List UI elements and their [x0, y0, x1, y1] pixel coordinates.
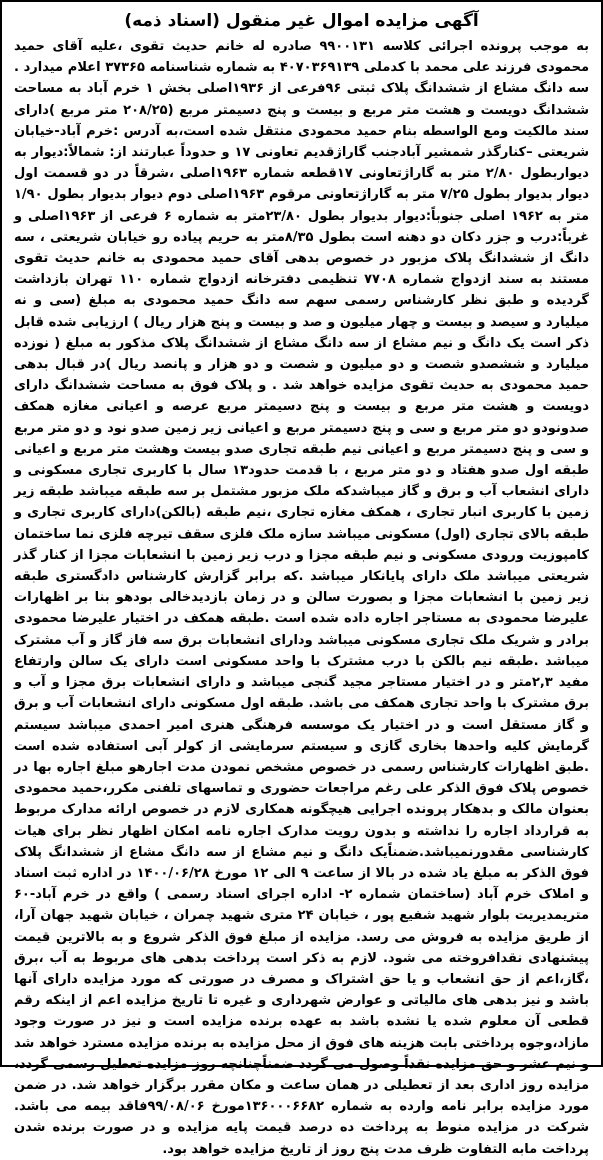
- notice-body: به موجب پرونده اجرائی کلاسه ۹۹۰۰۱۳۱ صادره له خانم حدیث تقوی ،علیه آقای حمید محمودی فرزند علی محمد با کدملی ۴۰۷۰۳۶۹۱۳۹ به شماره شناسنامه ۳۷۳۶۵ اعلام میدارد . سه دانگ مشاع از ششدانگ پلاک ثبتی ۹۶فرعی از ۱۹۳۶اصلی بخش ۱ خرم آباد به مساحت ششدانگ دویست و هشت متر مربع و بیست و پنج دسیمتر مربع (۲۰۸/۲۵ متر مربع )دارای سند مالکیت ومع الواسطه بنام حمید محمودی منتقل شده است،به آدرس :خرم آباد-خیابان شریعتی –کنارگذر شمشیر آبادجنب گاراژقدیم تعاونی ۱۷ و حدوداً عبارتند از: شمالاً:دیوار به دیواربطول ۲/۸۰ متر به گاراژتعاونی ۱۷قطعه شماره ۱۹۶۳اصلی ،شرقاً در دو قسمت اول دیوار بدیوار بطول ۷/۲۵ متر به گاراژتعاونی مرقوم ۱۹۶۳اصلی دوم دیوار بدیوار بطول ۱/۹۰ متر به ۱۹۶۲ اصلی جنوباً:دیوار بدیوار بطول ۲۳/۸۰متر به شماره ۶ فرعی از ۱۹۶۳اصلی و غرباً:درب و جزر دکان دو دهنه است بطول ۸/۳۵متر به حریم پیاده رو خیابان شریعتی ، سه دانگ از ششدانگ پلاک مزبور در خصوص بدهی آقای حمید محمودی به خانم حدیث تقوی مستند به سند ازدواج شماره ۷۷۰۸ تنظیمی دفترخانه ازدواج شماره ۱۱۰ تهران بازداشت گردیده و طبق نظر کارشناس رسمی سهم سه دانگ حمید محمودی به مبلغ (سی و نه میلیارد و سیصد و بیست و چهار میلیون و صد و بیست و پنج هزار ریال ) ارزیابی شده قابل ذکر است یک دانگ و نیم مشاع از سه دانگ مشاع از ششدانگ پلاک مذکور به مبلغ ( نوزده میلیارد و ششصدو شصت و دو میلیون و شصت و دو هزار و پانصد ریال )در قبال بدهی حمید محمودی به حدیث تقوی مزایده خواهد شد . و پلاک فوق به مساحت ششدانگ دارای دویست و هشت متر مربع و بیست و پنج دسیمتر مربع عرصه و اعیانی مغازه همکف صدونودو دو متر مربع و سی و پنج دسیمتر مربع و اعیانی زیر زمین صدو نود و دو متر مربع و سی و پنج دسیمتر مربع و اعیانی نیم طبقه تجاری صدو بیست وهشت متر مربع و اعیانی طبقه اول صدو هفتاد و دو متر مربع ، با قدمت حدود۱۳ سال با کاربری تجاری مسکونی و دارای انشعاب آب و برق و گاز میباشدکه ملک مزبور مشتمل بر سه طبقه میباشد طبقه زیر زمین با کاربری انبار تجاری ، همکف مغازه تجاری ،نیم طبقه (بالکن)دارای کاربری تجاری و طبقه بالای تجاری (اول) مسکونی میباشد سازه ملک فلزی سقف تیرچه فلزی نما ساختمان کامپوزیت ورودی مسکونی و نیم طبقه مجزا و درب زیر زمین با انشعابات مجزا از کنار گذر شریعتی میباشد ملک دارای پایانکار میباشد .که برابر گزارش کارشناس دادگستری طبقه زیر زمین با انشعابات مجزا و بصورت سالن و در زمان بازدیدخالی بودهو بنا بر اظهارات علیرضا محمودی به مستاجر اجاره داده شده است .طبقه همکف در اختیار علیرضا محمودی برادر و شریک ملک تجاری مسکونی میباشد ودارای انشعابات برق سه فاز گاز و آب مشترک میباشد .طبقه نیم بالکن با درب مشترک با واحد مسکونی است دارای یک سالن وارتفاع مفید ۲,۳متر و در اختیار مستاجر مجید گنجی میباشد و دارای انشعابات برق مجزا و آب و برق مشترک با واحد تجاری همکف می باشد. طبقه اول مسکونی دارای انشعابات آب و برق و گاز مستقل است و در اختیار یک موسسه فرهنگی هنری امیر احمدی میباشد سیستم گرمایش کلیه واحدها بخاری گازی و سیستم سرمایشی از کولر آبی استفاده شده است .طبق اظهارات کارشناس رسمی در خصوص مشخص نمودن مدت اجارهو مبلغ اجاره بها در خصوص پلاک فوق الذکر علی رغم مراجعات حضوری و تماسهای تلفنی مکرر،حمید محمودی بعنوان مالک و بدهکار پرونده اجرایی هیچگونه همکاری لازم در خصوص ارائه مدارک مربوط به قرارداد اجاره را نداشته و بدون رویت مدارک اجاره نامه امکان اظهار نظر برای هیات کارشناسی مقدورنمیباشد.ضمناًیک دانگ و نیم مشاع از سه دانگ مشاع از ششدانگ پلاک فوق الذکر به مبلغ یاد شده در بالا از ساعت ۹ الی ۱۲ مورخ ۱۴۰۰/۰۶/۲۸ در اداره ثبت اسناد و املاک خرم آباد (ساختمان شماره ۲- اداره اجرای اسناد رسمی ) واقع در خرم آباد-۶۰ متریمدیریت بلوار شهید شفیع پور ، خیابان ۲۴ متری شهید چمران ، خیابان شهید جهان آرا، از طریق مزایده به فروش می رسد. مزایده از مبلغ فوق الذکر شروع و به بالاترین قیمت پیشنهادی نقدافروخته می شود. لازم به ذکر است پرداخت بدهی های مربوط به آب ،برق ،گاز،اعم از حق انشعاب و یا حق اشتراک و مصرف در صورتی که مورد مزایده دارای آنها باشد و نیز بدهی های مالیاتی و عوارض شهرداری و غیره تا تاریخ مزایده اعم از اینکه رقم قطعی آن معلوم شده یا نشده باشد به عهده برنده مزایده است و نیز در صورت وجود مازاد،وجوه پرداختی بابت هزینه های فوق از محل مزایده به برنده مزایده مسترد خواهد شد و نیم عشر و حق مزایده نقداً وصول می گردد ضمناًچنانچه روز مزایده تعطیل رسمی گردد، مزایده روز اداری بعد از تعطیلی در همان ساعت و مکان مقرر برگزار خواهد شد. در ضمن مورد مزایده برابر نامه وارده به شماره ۱۳۶۰۰۰۶۶۸۲مورخ ۹۹/۰۸/۰۶فاقد بیمه می باشد. شرکت در مزایده منوط به پرداخت ده درصد قیمت پایه مزایده و در صورت برنده شدن پرداخت مابه التفاوت ظرف مدت پنج روز از تاریخ مزایده خواهد بود.: [14, 39, 590, 1157]
- notice-title: آگهی مزایده اموال غیر منقول (اسناد ذمه): [124, 11, 479, 31]
